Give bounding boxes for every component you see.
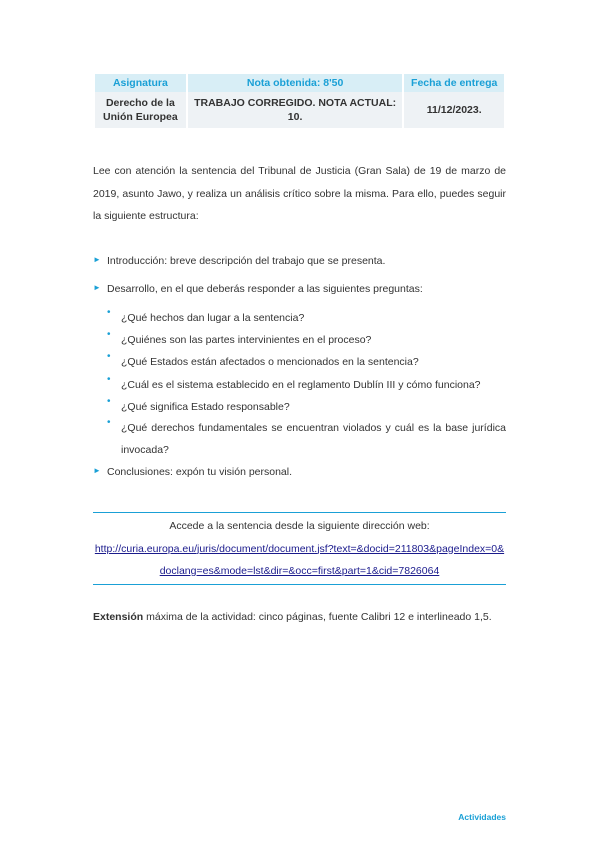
triangle-bullet-icon: ►	[93, 283, 101, 292]
triangle-bullet-icon: ►	[93, 466, 101, 475]
table-header-row	[95, 74, 504, 92]
bullet-dot-icon: •	[107, 374, 111, 385]
web-access-box	[93, 515, 506, 583]
divider	[93, 512, 506, 513]
question-text: ¿Qué derechos fundamentales se encuentran violados y cuál es la base jurídica invocada?	[121, 422, 506, 456]
extension-paragraph	[93, 606, 506, 628]
activity-info-table	[93, 74, 506, 128]
triangle-bullet-icon: ►	[93, 255, 101, 264]
subject-header: Asignatura	[95, 74, 186, 92]
due-date-value: 11/12/2023.	[404, 92, 504, 128]
bullet-dot-icon: •	[107, 329, 111, 340]
grade-value: TRABAJO CORREGIDO. NOTA ACTUAL: 10.	[188, 92, 403, 128]
development-item-text: Desarrollo, en el que deberás responder a las siguientes preguntas:	[107, 283, 423, 295]
intro-item-text: Introducción: breve descripción del trabajo que se presenta.	[107, 255, 386, 267]
bullet-dot-icon: •	[107, 307, 111, 318]
subject-value: Derecho de la Unión Europea	[95, 92, 186, 128]
bullet-dot-icon: •	[107, 417, 111, 428]
footer-label: Actividades	[458, 812, 506, 822]
bullet-dot-icon: •	[107, 351, 111, 362]
question-text: ¿Qué significa Estado responsable?	[121, 401, 290, 413]
table-row	[95, 92, 504, 128]
question-text: ¿Qué hechos dan lugar a la sentencia?	[121, 312, 305, 324]
bullet-dot-icon: •	[107, 396, 111, 407]
web-access-label: Accede a la sentencia desde la siguiente dirección web:	[169, 520, 430, 532]
question-text: ¿Cuál es el sistema establecido en el reglamento Dublín III y cómo funciona?	[121, 379, 481, 391]
extension-text: máxima de la actividad: cinco páginas, fuente Calibri 12 e interlineado 1,5.	[143, 611, 492, 623]
due-date-header: Fecha de entrega	[404, 74, 504, 92]
question-text: ¿Quiénes son las partes intervinientes en el proceso?	[121, 334, 372, 346]
instructions-paragraph: Lee con atención la sentencia del Tribunal de Justicia (Gran Sala) de 19 de marzo de 2019, asunto Jawo, y realiza un análisis crítico sobre la misma. Para ello, puedes seguir la siguiente estructura:	[93, 165, 506, 222]
conclusions-item-text: Conclusiones: expón tu visión personal.	[107, 466, 293, 478]
judgment-link[interactable]: http://curia.europa.eu/juris/document/document.jsf?text=&docid=211803&pageIndex=0&doclang=es&mode=lst&dir=&occ=first&part=1&cid=7826064	[94, 542, 505, 577]
grade-header: Nota obtenida: 8'50	[188, 74, 403, 92]
extension-label: Extensión	[93, 611, 144, 623]
question-text: ¿Qué Estados están afectados o mencionados en la sentencia?	[121, 356, 419, 368]
divider	[93, 584, 506, 585]
